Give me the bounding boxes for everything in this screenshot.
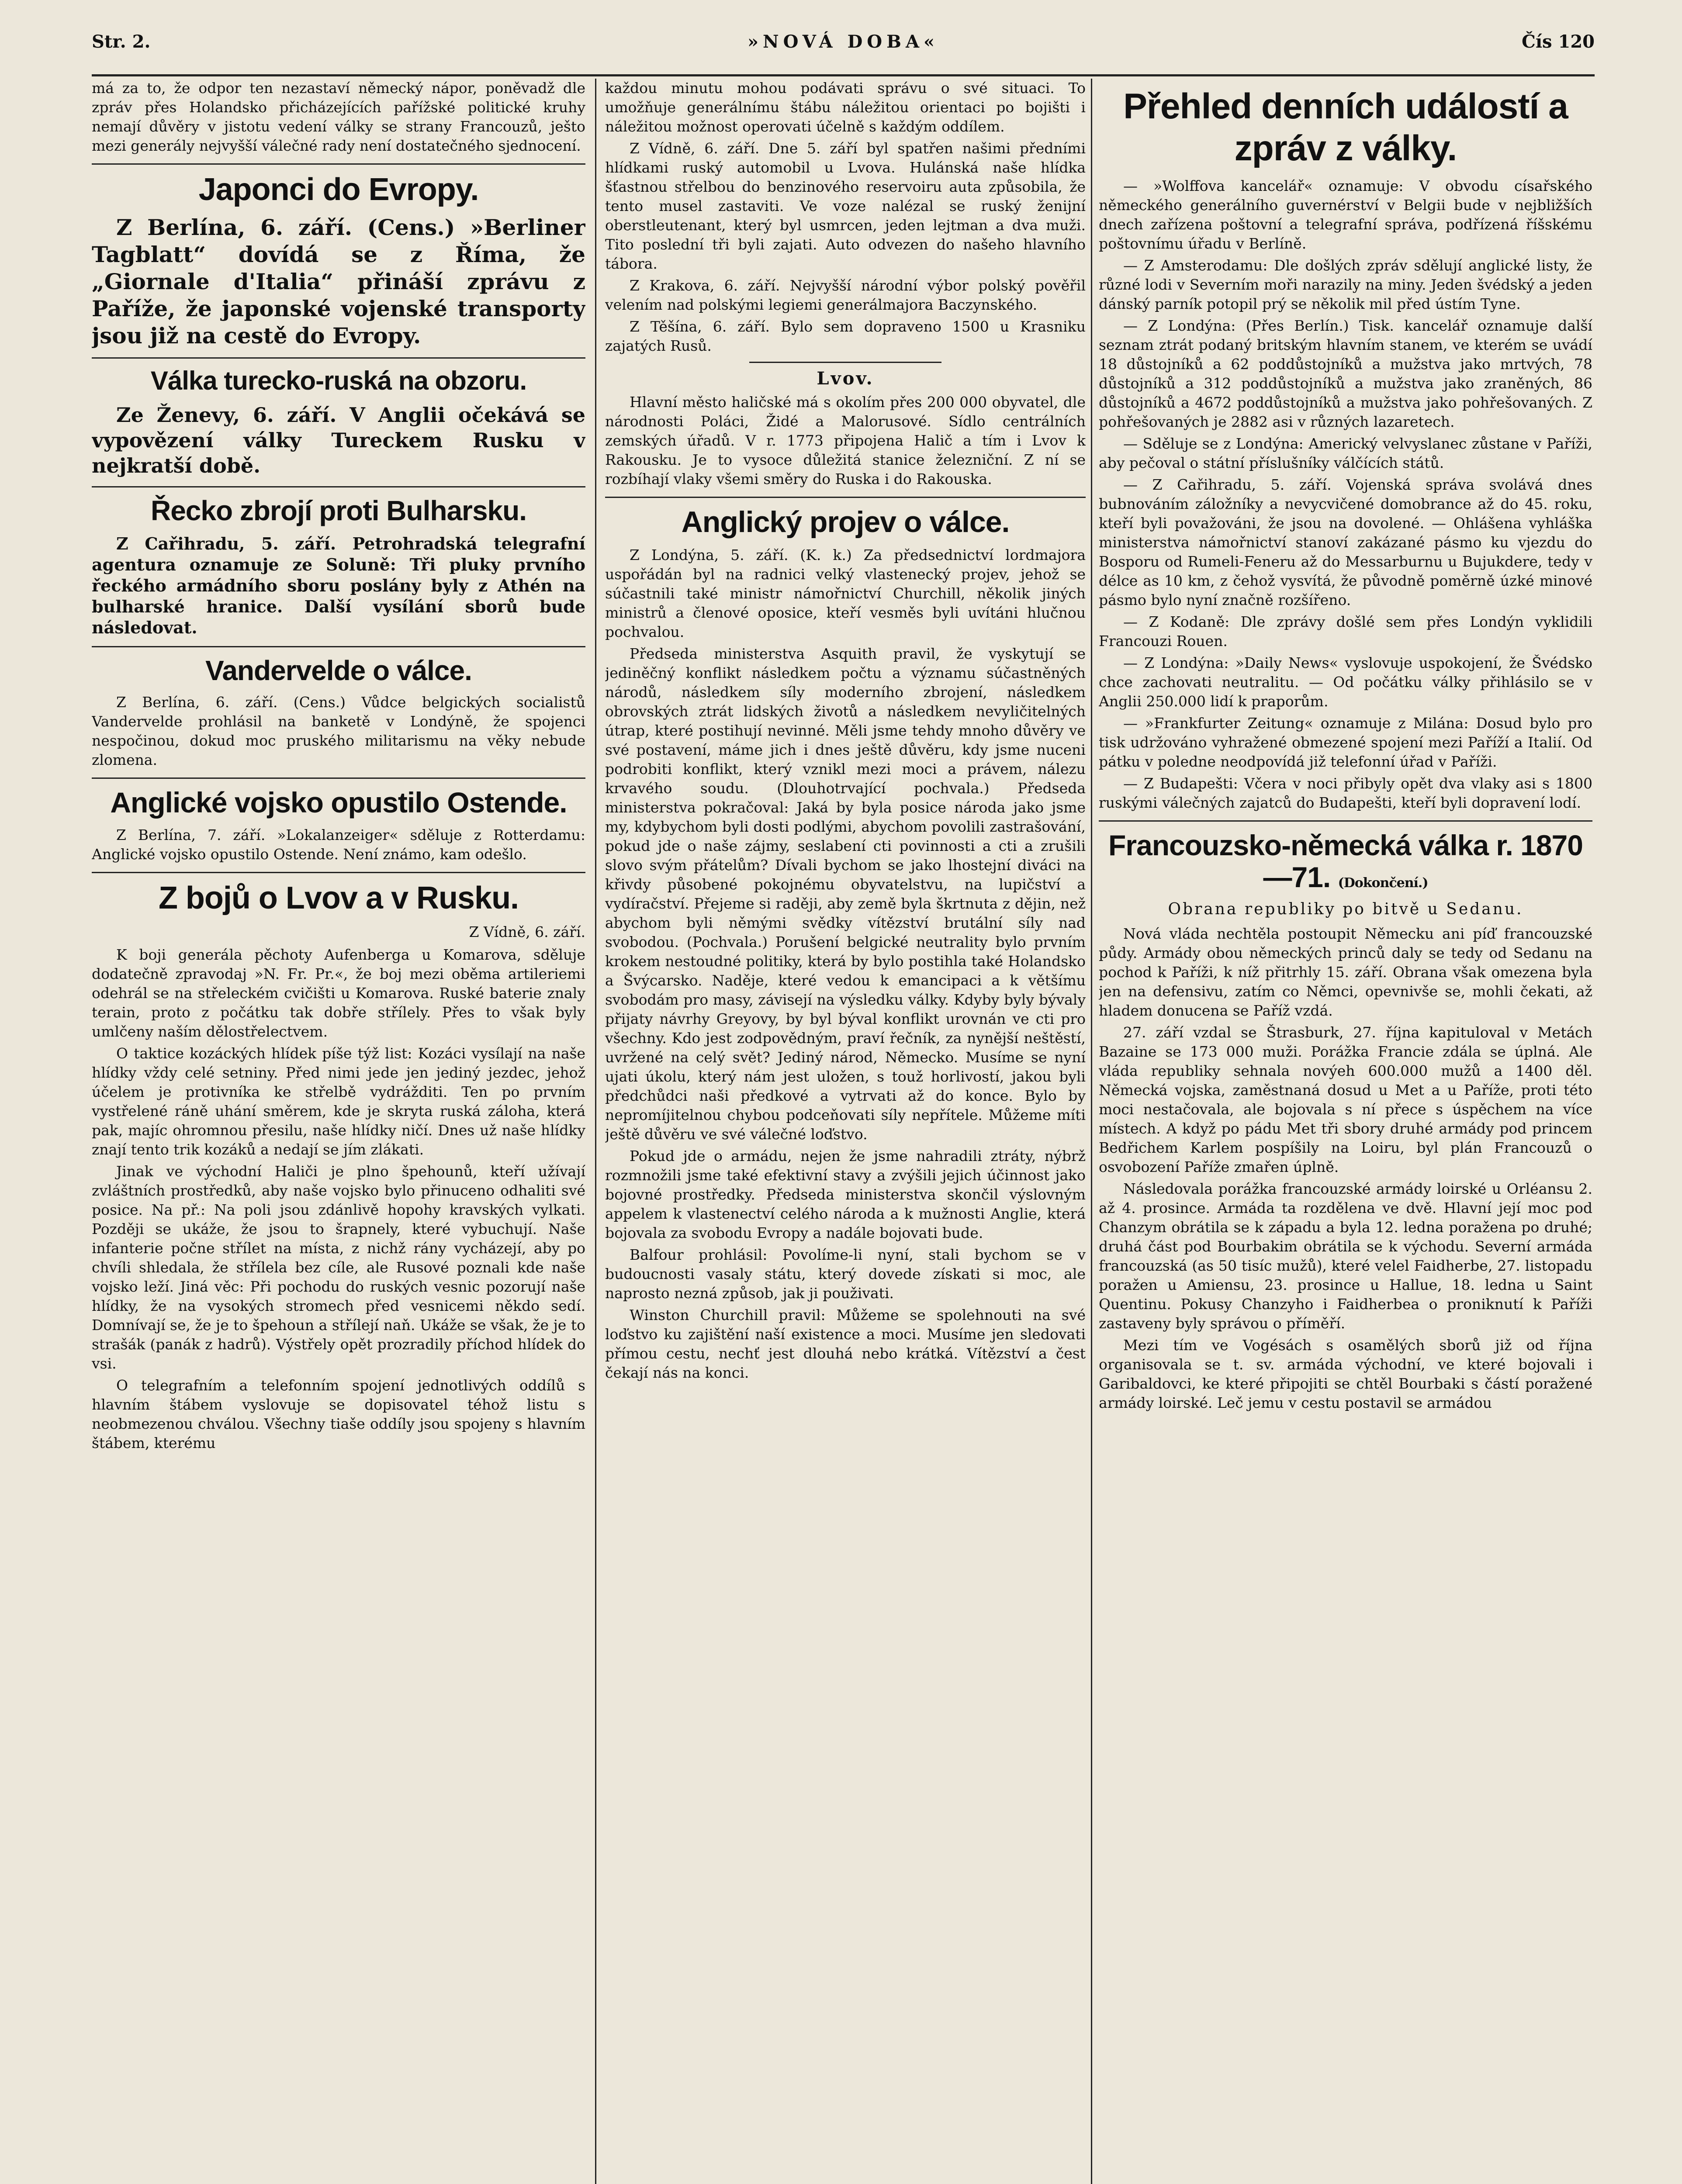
divider xyxy=(92,357,585,359)
article-paragraph: Mezi tím ve Vogésách s osamělých sborů již od října organisovala se t. sv. armáda východní, ve které bojovali i Garibaldovci, ke které připojiti se chtěl Bourbaki s částí poražené armády loirské. Leč jemu v cestu postavil se armádou xyxy=(1099,1337,1592,1412)
article-paragraph: K boji generála pěchoty Aufenberga u Komarova, sděluje dodatečně zpravodaj »N. Fr. Pr.«, že boj mezi oběma artileriemi odehrál se na střeleckém cvičišti u Komarova. Ruské baterie znaly terain, proto z počátku tak dobře střílely. Přes to však byly umlčeny naším dělostřelectvem. xyxy=(92,946,585,1040)
subheading-lvov: Lvov. xyxy=(817,368,874,389)
column-divider xyxy=(1091,79,1092,2184)
headline-franco xyxy=(1099,829,1592,893)
article-paragraph: Hlavní město haličské má s okolím přes 200 000 obyvatel, dle národnosti Poláci, Židé a Malorusové. Sídlo centrálních zemských úřadů. V r. 1773 připojena Halič a tím i Lvov k Rakousku. Je to vysoce důležitá stanice železniční. Z ní se rozbíhají vlaky všemi směry do Ruska i do Rakouska. xyxy=(605,394,1086,487)
masthead-rule xyxy=(92,74,1595,76)
newspaper-title: »NOVÁ DOBA« xyxy=(748,31,939,52)
divider xyxy=(1099,820,1592,822)
news-item: — Z Kodaně: Dle zprávy došlé sem přes Londýn vyklidili Francouzi Rouen. xyxy=(1099,613,1592,650)
divider xyxy=(92,163,585,165)
divider xyxy=(92,486,585,487)
column-2 xyxy=(605,79,1086,2184)
divider xyxy=(92,872,585,873)
article-paragraph: O taktice kozáckých hlídek píše týž list: Kozáci vysílají na naše hlídky vždy celé setniny. Před nimi jede jen jediný jezdec, jehož účelem je protivníka ke střelbě vydrážditi. Ten po prvním vystřelené ráně uhání směrem, kde je skryta ruská záloha, která pak, majíc ohromnou přesilu, naše hlídky ničí. Dnes už naše hlídky znají tento trik kozáků a nedají se jím zlákati. xyxy=(92,1044,585,1158)
news-item: — »Wolffova kancelář« oznamuje: V obvodu císařského německého generálního guvernérství v Belgii bude v nejbližších dnech zařízena poštovní a telegrafní správa, podřízená říšskému poštovnímu úřadu v Berlíně. xyxy=(1099,177,1592,252)
column-3 xyxy=(1099,79,1592,2184)
continued-paragraph: má za to, že odpor ten nezastaví německý nápor, poněvadž dle zpráv přes Holandsko přicházejících pařížské politické kruhy nemají důvěry v jistotu vedení války se strany Francouzů, ješto mezi generály nejvyšší válečné rady není dostatečného sjednocení. xyxy=(92,79,585,154)
dateline: Z Vídně, 6. září. xyxy=(469,923,585,940)
article-paragraph: Winston Churchill pravil: Můžeme se spolehnouti na své loďstvo ku zajištění naší existence a moci. Musíme jen sledovati přímou cestu, nechť jest dlouhá nebo krátká. Vítězství a čest čekají nás na konci. xyxy=(605,1306,1086,1381)
headline-valka: Válka turecko-ruská na obzoru. xyxy=(150,366,527,396)
news-item: — Sděluje se z Londýna: Americký velvyslanec zůstane v Paříži, aby pečoval o státní příslušníky válčících států. xyxy=(1099,435,1592,471)
article-paragraph: Nová vláda nechtěla postoupit Německu ani píď francouzské půdy. Armády obou německých princů daly se tedy od Sedanu na pochod k Paříži, k níž přitrhly 15. září. Obrana však omezena byla jen na defensivu, zatím co Němci, opevnivše se, mohli čekati, až hladem donucena se Paříž vzdá. xyxy=(1099,925,1592,1019)
article-paragraph: Následovala porážka francouzské armády loirské u Orléansu 2. až 4. prosince. Armáda ta rozdělena ve dvě. Hlavní její moc pod Chanzym obrátila se k západu a byla 12. ledna poražena po druhé; druhá část pod Bourbakim obrátila se k východu. Severní armáda francouzská (as 50 tisíc mužů), které velel Faidherbe, 27. listopadu poražen u Amiensu, 23. prosince u Hallue, 18. ledna u Saint Quentinu. Pokusy Chanzyho i Faidherbea o proniknutí k Paříži zastaveny byly správou o příměří. xyxy=(1099,1180,1592,1332)
article-paragraph: Z Krakova, 6. září. Nejvyšší národní výbor polský pověřil velením nad polskými legiemi generálmajora Baczynského. xyxy=(605,277,1086,313)
article-valka: Ze Ženevy, 6. září. V Anglii očekává se vypovězení války Tureckem Rusku v nejkratší době. xyxy=(92,403,585,478)
headline-vandervelde: Vandervelde o válce. xyxy=(205,654,472,686)
headline-franco-title: Francouzsko-německá válka r. 1870—71. xyxy=(1108,829,1583,893)
divider xyxy=(749,362,941,363)
masthead xyxy=(92,27,1595,75)
article-recko: Z Cařihradu, 5. září. Petrohradská telegrafní agentura oznamuje ze Soluně: Tři pluky prvního řeckého armádního sboru poslány byly z Athén na bulharské hranice. Další vysílání sborů bude následovat. xyxy=(92,533,585,637)
article-paragraph: Pokud jde o armádu, nejen že jsme nahradili ztráty, nýbrž rozmnožili jsme také efektivní stavy a zvýšili jejich účinnost jako bojovné prostředky. Předseda ministerstva skončil výslovným appelem k vlastenectví celého národa a k mužnosti Anglie, která bojovala za svobodu Evropy a nadále bojovati bude. xyxy=(605,1147,1086,1241)
headline-recko: Řecko zbrojí proti Bulharsku. xyxy=(150,495,527,527)
news-item: — Z Cařihradu, 5. září. Vojenská správa svolává dnes bubnováním záložníky a nevycvičené domobrance až do 45. roku, kteří byli považováni, že jsou na dovolené. — Ohlášena vyhláška ministerstva námořnictví stanoví zakázané pásmo ku vjezdu do Bosporu od Rumeli-Feneru až do Messarburnu u Bujukdere, tedy v délce as 10 km, z čehož vysvítá, že původně poměrně úzké minové pásmo bylo nyní značně rozšířeno. xyxy=(1099,476,1592,608)
article-paragraph: Z Těšína, 6. září. Bylo sem dopraveno 1500 u Krasniku zajatých Rusů. xyxy=(605,318,1086,354)
page-number: Str. 2. xyxy=(92,31,151,52)
article-paragraph: Jinak ve východní Haliči je plno špehounů, kteří užívají zvláštních prostředků, aby naše vojsko bylo přinuceno odhaliti své posice. Na př.: Na poli jsou zdánlivě hopohy kravských vylkati. Později se ukáže, že jsou to šrapnely, které vybuchují. Naše infanterie počne střílet na místa, z nichž rány vycházejí, aby po chvíli shledala, že střílela bez cíle, ale Rusové poznali kde naše vojsko leží. Jiná věc: Při pochodu do ruských vesnic pozorují naše hlídky, že na vysokých stromech před vesnicemi někdo sedí. Domnívají se, že je to špehoun a střílejí naň. Ukáže se však, že je to strašák (panák z hadrů). Výstřely opět prozradily příchod hlídek do vsi. xyxy=(92,1162,585,1372)
news-item: — »Frankfurter Zeitung« oznamuje z Milána: Dosud bylo pro tisk udržováno vyhražené obmezené spojení mezi Paříží a Italií. Od pátku v poledne neodpovídá již telefonní úřad v Paříži. xyxy=(1099,715,1592,770)
news-item: — Z Londýna: »Daily News« vyslovuje uspokojení, že Švédsko chce zachovati neutralitu. — Od počátku války přihlásilo se v Anglii 250.000 lidí k praporům. xyxy=(1099,654,1592,710)
column-1 xyxy=(92,79,585,2184)
headline-japonci: Japonci do Evropy. xyxy=(198,172,479,207)
article-paragraph: Z Vídně, 6. září. Dne 5. září byl spatřen našimi předními hlídkami ruský automobil u Lvova. Hulánská naše hlídka šťastnou střelbou do benzinového reservoiru auta způsobila, že tento musel zastaviti. Ve voze nalézal se ruský ženijní oberstleutenant, který byl usmrcen, jeden lejtman a dva muži. Tito poslední tři byli zajati. Auto odvezen do našeho hlavního tábora. xyxy=(605,140,1086,272)
divider xyxy=(92,778,585,779)
issue-number: Čís 120 xyxy=(1522,31,1595,52)
headline-franco-note: (Dokončení.) xyxy=(1338,875,1428,891)
headline-anglicky: Anglický projev o válce. xyxy=(681,505,1010,539)
continued-paragraph: každou minutu mohou podávati správu o své situaci. To umožňuje generálnímu štábu náležitou orientaci po bojišti i náležitou možnost operovati účelně s každým oddílem. xyxy=(605,79,1086,135)
article-paragraph: 27. září vzdal se Štrasburk, 27. října kapituloval v Metách Bazaine se 173 000 muži. Porážka Francie zdála se úplná. Ale vláda republiky sehnala novýeh 600.000 mužů a 1400 děl. Německá vojska, zaměstnaná dosud u Met a u Paříže, proti této moci nestačovala, ale bojovala s ní přece s úspěchem na více místech. A když po pádu Met tři sbory druhé armády pod princem Bedřichem Karlem pospíšily na Loiru, byl plán Francouzů o osvobození Paříže zmařen úplně. xyxy=(1099,1024,1592,1176)
headline-ostende: Anglické vojsko opustilo Ostende. xyxy=(110,786,567,819)
article-japonci: Z Berlína, 6. září. (Cens.) »Berliner Tagblatt“ dovídá se z Říma, že „Giornale d'Italia“ přináší zprávu z Paříže, že japonské vojenské transporty jsou již na cestě do Evropy. xyxy=(92,214,585,349)
subtitle-franco: Obrana republiky po bitvě u Sedanu. xyxy=(1168,900,1523,919)
article-vandervelde: Z Berlína, 6. září. (Cens.) Vůdce belgických socialistů Vandervelde prohlásil na banketě v Londýně, že spojenci nespočinou, dokud moc pruského militarismu na věky nebude zlomena. xyxy=(92,693,585,768)
headline-lvov: Z bojů o Lvov a v Rusku. xyxy=(158,880,519,916)
headline-prehled: Přehled denních událostí a zpráv z války. xyxy=(1123,86,1568,168)
article-paragraph: Předseda ministerstva Asquith pravil, že vyskytují se jediněčný konflikt následkem počtu a významu súčastněných národů, následkem síly moderního zbrojení, následkem obrovských ztrát lidských životů a následkem nevyličitelných útrap, které postihují nevinné. Měli jsme tehdy mnoho důvěry ve své postavení, máme jich i dnes ještě důvěru, kdy jsme nuceni podrobiti konflikt, který vznikl mezi moci a právem, nálezu krvavého soudu. (Dlouhotrvající pochvala.) Předseda ministerstva pokračoval: Jaká by byla posice národa jako jsme my, kdybychom byli dosti podlými, abychom povolili zastrašování, pokud jde o naše zájmy, seslabení cti povinnosti a cti a zrušili slovo svým přátelům? Dívali bychom se jako lhostejní diváci na křivdy působené pokojnému obyvatelstvu, na lupičství a vydíračství. Přejeme si raději, aby země byla škrtnuta z dějin, než abychom byli němými svědky vítězství brutální síly nad svobodou. (Pochvala.) Porušení belgické neutrality bylo prvním krokem nestoudné politiky, která by bylo postihla také Holandsko a Švýcarsko. Naděje, které vedou k emancipaci a k většímu svobodám pro masy, závisejí na výsledku války. Kdyby byly bývaly přijaty návrhy Greyovy, by byl býval konflikt urovnán ve cti pro všechny. Kdo jest zodpovědným, praví řečník, za nynější neštěstí, uvržené na celý svět? Jediný národ, Německo. Musíme se nyní ujati úkolu, který nám jest uložen, s touž horlivostí, jakou byli předchůdci naši předkové a vytrvati až do konce. Bylo by nepromíjitelnou chybou podceňovati síly nepřítele. Můžeme míti ještě důvěru ve své válečné loďstvo. xyxy=(605,645,1086,1143)
article-paragraph: Balfour prohlásil: Povolíme-li nyní, stali bychom se v budoucnosti vasaly státu, který dovede získati si moc, ale naprosto nezná způsob, jak ji použivati. xyxy=(605,1246,1086,1302)
news-item: — Z Amsterodamu: Dle došlých zpráv sdělují anglické listy, že různé lodi v Severním moři narazily na miny. Jeden švédský a jeden dánský parník potopil prý se několik mil před ústím Tyne. xyxy=(1099,257,1592,312)
divider xyxy=(605,497,1086,498)
article-ostende: Z Berlína, 7. září. »Lokalanzeiger« sděluje z Rotterdamu: Anglické vojsko opustilo Ostende. Není známo, kam odešlo. xyxy=(92,826,585,863)
divider xyxy=(92,646,585,647)
news-item: — Z Budapešti: Včera v noci přibyly opět dva vlaky asi s 1800 ruskými válečných zajatců do Budapešti, kteří byli dopravení lodí. xyxy=(1099,775,1592,811)
news-item: — Z Londýna: (Přes Berlín.) Tisk. kancelář oznamuje další seznam ztrát podaný britským hlavním stanem, ve kterém se uvádí 18 důstojníků a 62 poddůstojníků a mužstva jako mrtvých, 78 důstojníků a 312 poddůstojníků a mužstva jako zraněných, 86 důstojníků a 4672 poddůstojníků a mužstva jako pohřešovaných. Z pohřešovaných je 2882 asi v různých lazaretech. xyxy=(1099,317,1592,430)
article-paragraph: O telegrafním a telefonním spojení jednotlivých oddílů s hlavním štábem vyslovuje se dopisovatel téhož listu s neobmezenou chválou. Všechny tiaše oddíly jsou spojeny s hlavním štábem, kterému xyxy=(92,1376,585,1451)
column-divider xyxy=(595,79,596,2184)
article-paragraph: Z Londýna, 5. září. (K. k.) Za předsednictví lordmajora uspořádán byl na radnici velký vlastenecký projev, jehož se súčastnili také ministr námořnictví Churchill, několik jiných ministrů a členové oposice, kteří vesměs byli uvítáni hlučnou pochvalou. xyxy=(605,546,1086,640)
